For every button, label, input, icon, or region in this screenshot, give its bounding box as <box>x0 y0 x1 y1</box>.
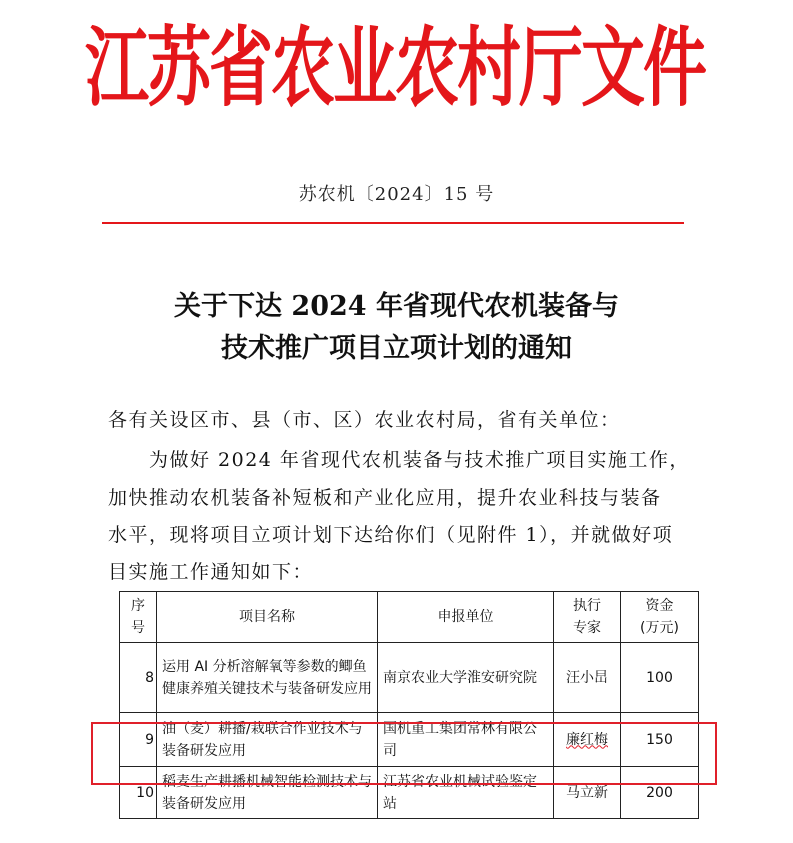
header-project-name: 项目名称 <box>157 592 378 643</box>
cell-project-name: 运用 AI 分析溶解氧等参数的鲫鱼健康养殖关键技术与装备研发应用 <box>157 643 378 713</box>
cell-expert: 汪小旵 <box>554 643 621 713</box>
cell-fund: 200 <box>621 767 699 819</box>
cell-fund: 100 <box>621 643 699 713</box>
cell-project-name: 油（麦）耕播/栽联合作业技术与装备研发应用 <box>157 713 378 767</box>
document-number: 苏农机〔2024〕15 号 <box>298 184 495 205</box>
header-fund-line2: (万元) <box>640 620 679 636</box>
header-expert-line2: 专家 <box>573 620 601 636</box>
cell-seq: 10 <box>120 767 157 819</box>
table-row <box>120 643 699 713</box>
project-table <box>119 591 699 819</box>
paragraph-line: 水平，现将项目立项计划下达给你们（见附件 1），并就做好项 <box>108 524 674 546</box>
paragraph-line: 目实施工作通知如下： <box>108 561 314 583</box>
header-applicant-unit: 申报单位 <box>378 592 554 643</box>
cell-project-name: 稻麦生产耕播机械智能检测技术与装备研发应用 <box>157 767 378 819</box>
cell-fund: 150 <box>621 713 699 767</box>
table-row <box>120 767 699 819</box>
paragraph-line: 为做好 2024 年省现代农机装备与技术推广项目实施工作， <box>108 449 690 471</box>
cell-applicant-unit: 江苏省农业机械试验鉴定站 <box>378 767 554 819</box>
notice-title-line-2: 技术推广项目立项计划的通知 <box>221 333 572 364</box>
salutation: 各有关设区市、县（市、区）农业农村局，省有关单位： <box>108 409 621 431</box>
cell-applicant-unit: 南京农业大学淮安研究院 <box>378 643 554 713</box>
cell-seq: 9 <box>120 713 157 767</box>
header-seq-line1: 序 <box>131 598 145 614</box>
header-expert-line1: 执行 <box>573 598 601 614</box>
cell-expert-name: 廉红梅 <box>566 731 608 748</box>
table-row <box>120 713 699 767</box>
cell-expert: 马立新 <box>554 767 621 819</box>
header-seq <box>120 592 157 643</box>
paragraph-line: 加快推动农机装备补短板和产业化应用，提升农业科技与装备 <box>108 487 662 509</box>
masthead-title: 江苏省农业农村厅文件 <box>85 18 705 119</box>
header-fund-line1: 资金 <box>645 598 674 614</box>
header-seq-line2: 号 <box>131 620 145 636</box>
cell-applicant-unit: 国机重工集团常林有限公司 <box>378 713 554 767</box>
cell-seq: 8 <box>120 643 157 713</box>
header-fund <box>621 592 699 643</box>
table-header-row <box>120 592 699 643</box>
cell-expert <box>554 713 621 767</box>
notice-title-line-1: 关于下达 2024 年省现代农机装备与 <box>174 291 619 322</box>
red-divider <box>102 222 684 224</box>
header-expert <box>554 592 621 643</box>
